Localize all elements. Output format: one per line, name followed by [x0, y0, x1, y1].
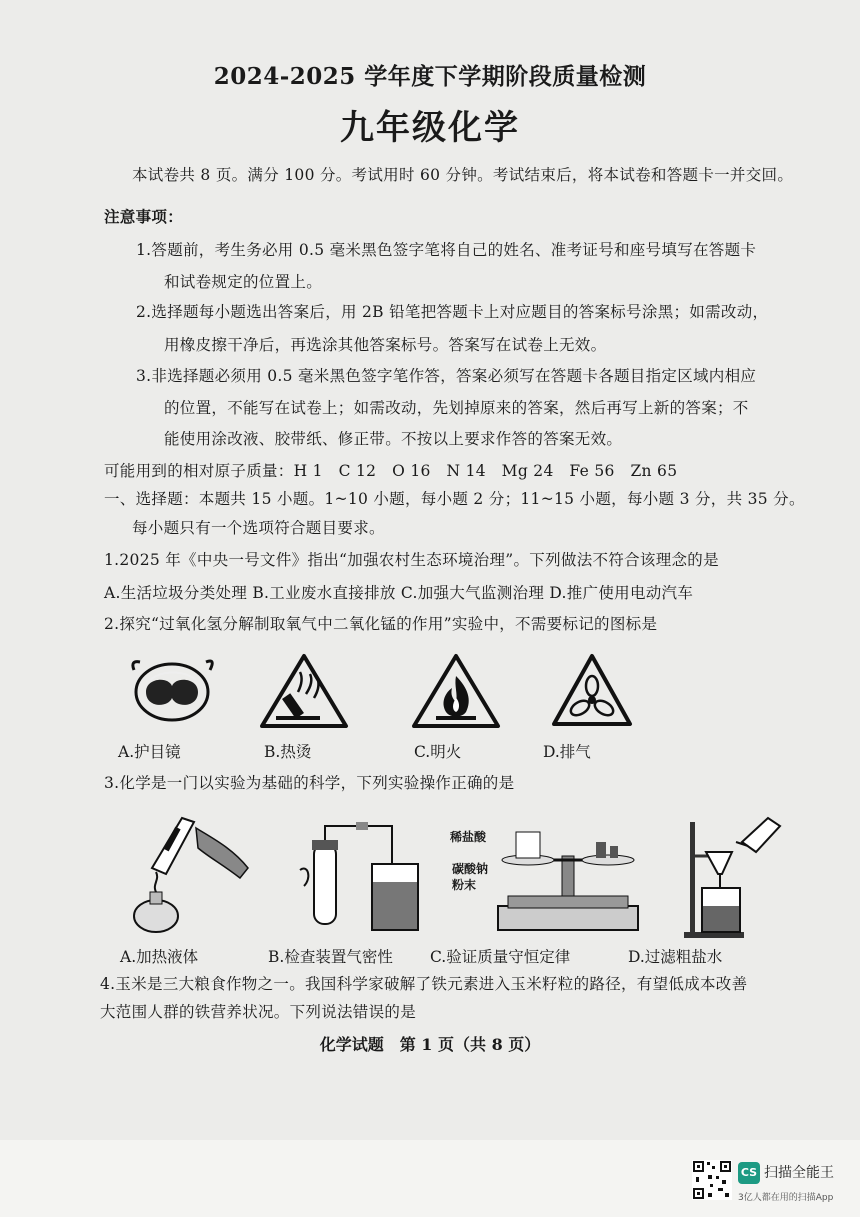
q2-option-d: D.排气	[543, 743, 591, 761]
cs-logo-icon: CS	[738, 1162, 760, 1184]
q3-option-a: A.加热液体	[120, 948, 199, 966]
scanner-tagline: 3亿人都在用的扫描App	[738, 1193, 834, 1203]
heating-liquid-illustration	[122, 808, 262, 938]
q4-stem-line2: 大范围人群的铁营养状况。下列说法错误的是	[100, 1003, 417, 1021]
section-heading: 一、选择题：本题共 15 小题。1~10 小题，每小题 2 分；11~15 小题，每小题 3 分，共 35 分。	[104, 490, 805, 508]
q2-option-c: C.明火	[414, 743, 462, 761]
acid-label: 稀盐酸	[450, 830, 487, 844]
airtightness-check-illustration	[296, 820, 426, 940]
q3-option-b: B.检查装置气密性	[268, 948, 393, 966]
page-footer: 化学试题 第 1 页（共 8 页）	[319, 1035, 541, 1054]
balance-illustration	[488, 826, 648, 940]
q2-stem: 2.探究“过氧化氢分解制取氧气中二氧化锰的作用”实验中，不需要标记的图标是	[104, 615, 658, 633]
notice-line: 用橡皮擦干净后，再选涂其他答案标号。答案写在试卷上无效。	[164, 336, 607, 354]
notice-line: 3.非选择题必须用 0.5 毫米黑色签字笔作答，答案必须写在答题卡各题目指定区域内相应	[136, 367, 757, 385]
powder-label-line2: 粉末	[452, 878, 477, 892]
filtration-illustration	[676, 812, 786, 942]
notice-line: 和试卷规定的位置上。	[164, 273, 323, 291]
exam-title: 2024-2025 学年度下学期阶段质量检测	[213, 63, 647, 90]
exam-subject: 九年级化学	[340, 108, 520, 148]
q3-option-d: D.过滤粗盐水	[628, 948, 723, 966]
notice-heading: 注意事项：	[104, 207, 184, 226]
q2-option-a: A.护目镜	[118, 743, 181, 761]
q3-stem: 3.化学是一门以实验为基础的科学，下列实验操作正确的是	[104, 774, 515, 792]
notice-line: 1.答题前，考生务必用 0.5 毫米黑色签字笔将自己的姓名、准考证号和座号填写在答题卡	[136, 241, 757, 259]
notice-line: 能使用涂改液、胶带纸、修正带。不按以上要求作答的答案无效。	[164, 430, 623, 448]
q2-option-b: B.热烫	[264, 743, 312, 761]
q3-option-c: C.验证质量守恒定律	[430, 948, 571, 966]
section-note: 每小题只有一个选项符合题目要求。	[132, 519, 385, 537]
intro-text: 本试卷共 8 页。满分 100 分。考试用时 60 分钟。考试结束后，将本试卷和答题卡一并交回。	[132, 166, 794, 184]
q1-options: A.生活垃圾分类处理 B.工业废水直接排放 C.加强大气监测治理 D.推广使用电动汽车	[104, 584, 694, 602]
qr-code-icon	[692, 1160, 732, 1200]
notice-line: 的位置，不能写在试卷上；如需改动，先划掉原来的答案，然后再写上新的答案；不	[164, 399, 749, 417]
powder-label-line1: 碳酸钠	[452, 862, 489, 876]
exhaust-fan-icon	[550, 652, 634, 732]
atomic-masses: 可能用到的相对原子质量：H 1 C 12 O 16 N 14 Mg 24 Fe 56 Zn 65	[104, 462, 678, 480]
goggles-icon	[128, 650, 220, 730]
notice-line: 2.选择题每小题选出答案后，用 2B 铅笔把答题卡上对应题目的答案标号涂黑；如需改动，	[136, 303, 769, 321]
q4-stem-line1: 4.玉米是三大粮食作物之一。我国科学家破解了铁元素进入玉米籽粒的路径，有望低成本改善	[100, 975, 748, 993]
hot-surface-icon	[258, 652, 350, 730]
open-flame-icon	[410, 652, 502, 730]
q1-stem: 1.2025 年《中央一号文件》指出“加强农村生态环境治理”。下列做法不符合该理念的是	[104, 551, 719, 569]
scanner-app-name: 扫描全能王	[764, 1165, 834, 1181]
